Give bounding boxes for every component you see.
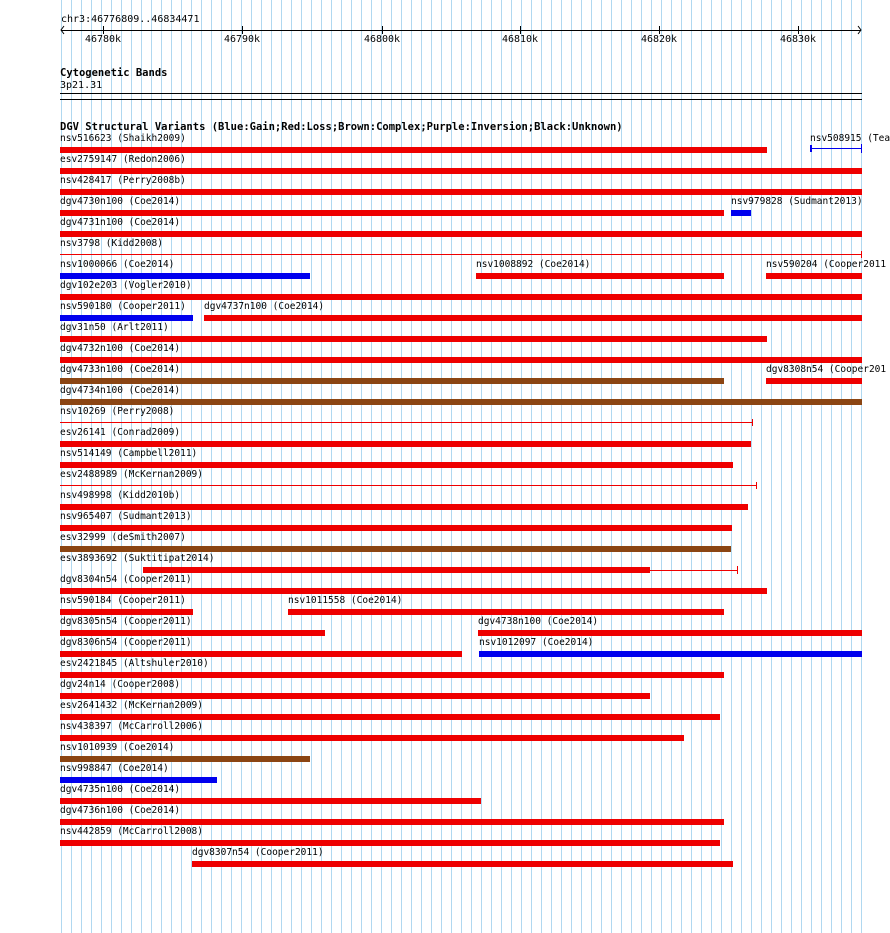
variant-bar-loss[interactable]	[60, 210, 724, 216]
variant-bar-loss[interactable]	[60, 422, 753, 423]
ruler-tick-mark	[103, 26, 104, 34]
variant-label[interactable]: dgv24n14 (Cooper2008)	[60, 679, 181, 690]
variant-label[interactable]: dgv8307n54 (Cooper2011)	[192, 847, 324, 858]
variant-bar-loss[interactable]	[143, 567, 650, 573]
variant-bar-complex[interactable]	[60, 546, 731, 552]
variant-bar-loss[interactable]	[766, 273, 862, 279]
variant-label[interactable]: esv2488989 (McKernan2009)	[60, 469, 203, 480]
variant-extension-line	[812, 148, 862, 149]
variant-label[interactable]: nsv508915 (Tea	[810, 133, 890, 144]
variant-end-tick	[861, 251, 862, 258]
variant-label[interactable]: dgv8306n54 (Cooper2011)	[60, 637, 192, 648]
variant-label[interactable]: dgv4738n100 (Coe2014)	[478, 616, 599, 627]
variant-bar-loss[interactable]	[478, 630, 862, 636]
variant-label[interactable]: nsv1011558 (Coe2014)	[288, 595, 403, 606]
ruler-tick-mark	[798, 26, 799, 34]
variant-bar-loss[interactable]	[60, 231, 862, 237]
variant-label[interactable]: nsv998847 (Coe2014)	[60, 763, 169, 774]
ruler-tick-label: 46790k	[223, 34, 261, 45]
variant-end-tick	[756, 482, 757, 489]
variant-label[interactable]: dgv4734n100 (Coe2014)	[60, 385, 181, 396]
variant-bar-loss[interactable]	[60, 357, 862, 363]
variant-label[interactable]: esv32999 (deSmith2007)	[60, 532, 186, 543]
variant-label[interactable]: nsv979828 (Sudmant2013)	[731, 196, 863, 207]
variant-bar-gain[interactable]	[60, 777, 217, 783]
variant-label[interactable]: nsv514149 (Campbell2011)	[60, 448, 198, 459]
variant-bar-loss[interactable]	[476, 273, 724, 279]
variant-bar-loss[interactable]	[60, 254, 862, 255]
variant-label[interactable]: nsv965407 (Sudmant2013)	[60, 511, 192, 522]
ruler-tick-mark	[382, 26, 383, 34]
ruler-tick-mark	[242, 26, 243, 34]
variant-label[interactable]: esv26141 (Conrad2009)	[60, 427, 181, 438]
variant-label[interactable]: dgv4731n100 (Coe2014)	[60, 217, 181, 228]
variant-label[interactable]: dgv4737n100 (Coe2014)	[204, 301, 325, 312]
variant-label[interactable]: nsv10269 (Perry2008)	[60, 406, 175, 417]
variant-label[interactable]: dgv102e203 (Vogler2010)	[60, 280, 192, 291]
variant-label[interactable]: dgv8308n54 (Cooper201	[766, 364, 887, 375]
variant-bar-loss[interactable]	[60, 441, 751, 447]
cytoband-line-top	[60, 93, 862, 94]
variant-label[interactable]: nsv1012097 (Coe2014)	[479, 637, 594, 648]
variant-label[interactable]: nsv1010939 (Coe2014)	[60, 742, 175, 753]
variant-bar-gain[interactable]	[479, 651, 862, 657]
variant-label[interactable]: nsv1000066 (Coe2014)	[60, 259, 175, 270]
variant-label[interactable]: nsv590184 (Cooper2011)	[60, 595, 186, 606]
variant-bar-gain[interactable]	[731, 210, 751, 216]
variant-label[interactable]: nsv516623 (Shaikh2009)	[60, 133, 186, 144]
variant-bar-loss[interactable]	[60, 525, 732, 531]
variant-bar-loss[interactable]	[60, 651, 462, 657]
variant-label[interactable]: nsv1008892 (Coe2014)	[476, 259, 591, 270]
variant-label[interactable]: dgv8305n54 (Cooper2011)	[60, 616, 192, 627]
variant-bar-loss[interactable]	[60, 735, 684, 741]
ruler-tick-label: 46820k	[640, 34, 678, 45]
region-coordinates: chr3:46776809..46834471	[61, 14, 200, 25]
variant-bar-loss[interactable]	[60, 819, 724, 825]
variant-label[interactable]: esv3893692 (Suktitipat2014)	[60, 553, 215, 564]
variant-end-tick	[861, 144, 862, 153]
variant-bar-loss[interactable]	[192, 861, 733, 867]
variant-label[interactable]: nsv590204 (Cooper2011	[766, 259, 887, 270]
variant-label[interactable]: nsv438397 (McCarroll2006)	[60, 721, 203, 732]
variant-bar-loss[interactable]	[60, 294, 862, 300]
variant-label[interactable]: esv2421845 (Altshuler2010)	[60, 658, 209, 669]
variant-label[interactable]: dgv4735n100 (Coe2014)	[60, 784, 181, 795]
cytoband-line-bottom	[60, 99, 862, 100]
variant-bar-loss[interactable]	[60, 840, 720, 846]
ruler-tick-label: 46830k	[779, 34, 817, 45]
variant-label[interactable]: nsv428417 (Perry2008b)	[60, 175, 186, 186]
variant-bar-loss[interactable]	[60, 336, 767, 342]
variant-label[interactable]: nsv498998 (Kidd2010b)	[60, 490, 181, 501]
variant-bar-loss[interactable]	[60, 168, 862, 174]
variant-bar-loss[interactable]	[60, 609, 193, 615]
variant-bar-complex[interactable]	[60, 756, 310, 762]
variant-bar-loss[interactable]	[60, 147, 767, 153]
variant-label[interactable]: dgv4733n100 (Coe2014)	[60, 364, 181, 375]
variant-label[interactable]: dgv4732n100 (Coe2014)	[60, 343, 181, 354]
variant-bar-loss[interactable]	[766, 378, 862, 384]
ruler-tick-label: 46810k	[501, 34, 539, 45]
variant-bar-gain[interactable]	[60, 315, 193, 321]
ruler-tick-label: 46800k	[363, 34, 401, 45]
variant-extension-line	[650, 570, 738, 571]
variant-bar-loss[interactable]	[60, 693, 650, 699]
variant-end-tick	[752, 419, 753, 426]
variant-bar-loss[interactable]	[60, 462, 733, 468]
variant-bar-loss[interactable]	[60, 189, 862, 195]
variant-bar-gain[interactable]	[60, 273, 310, 279]
variant-bar-loss[interactable]	[60, 714, 720, 720]
variant-bar-loss[interactable]	[60, 504, 748, 510]
variant-label[interactable]: dgv31n50 (Arlt2011)	[60, 322, 169, 333]
variant-label[interactable]: nsv3798 (Kidd2008)	[60, 238, 163, 249]
variant-label[interactable]: esv2641432 (McKernan2009)	[60, 700, 203, 711]
variant-end-tick	[737, 566, 738, 574]
variant-label[interactable]: dgv4736n100 (Coe2014)	[60, 805, 181, 816]
variant-bar-loss[interactable]	[60, 798, 481, 804]
variant-label[interactable]: nsv442859 (McCarroll2008)	[60, 826, 203, 837]
variant-label[interactable]: esv2759147 (Redon2006)	[60, 154, 186, 165]
variant-bar-complex[interactable]	[60, 378, 724, 384]
ruler-tick-mark	[659, 26, 660, 34]
variant-bar-loss[interactable]	[288, 609, 724, 615]
ruler-tick-mark	[520, 26, 521, 34]
variant-label[interactable]: dgv4730n100 (Coe2014)	[60, 196, 181, 207]
variant-label[interactable]: nsv590180 (Cooper2011)	[60, 301, 186, 312]
variant-bar-loss[interactable]	[60, 485, 757, 486]
ruler-tick-label: 46780k	[84, 34, 122, 45]
variant-label[interactable]: dgv8304n54 (Cooper2011)	[60, 574, 192, 585]
variant-bar-loss[interactable]	[204, 315, 862, 321]
cytoband-label: 3p21.31	[60, 80, 103, 91]
ruler-arrows	[56, 25, 866, 37]
dgv-track-title: DGV Structural Variants (Blue:Gain;Red:Loss;Brown:Complex;Purple:Inversion;Black:Unknown)	[60, 121, 623, 133]
variant-bar-complex[interactable]	[60, 399, 862, 405]
variant-bar-loss[interactable]	[60, 672, 724, 678]
cytoband-track-title: Cytogenetic Bands	[60, 67, 168, 79]
variant-bar-loss[interactable]	[60, 630, 325, 636]
variant-bar-loss[interactable]	[60, 588, 767, 594]
